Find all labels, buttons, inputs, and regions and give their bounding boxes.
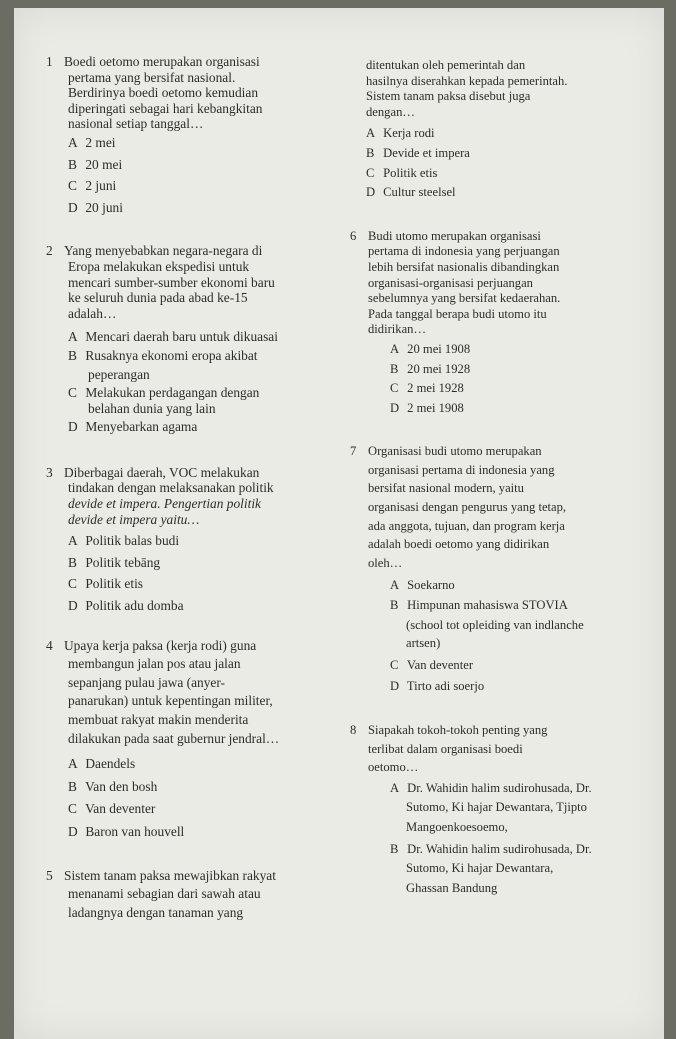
option-c: C 2 juni: [68, 178, 117, 194]
question-number: 7: [350, 444, 357, 459]
option-a: A Politik balas budi: [68, 533, 180, 549]
question-6: 6 Budi utomo merupakan organisasi pertama di indonesia yang perjuangan lebih bersifat nasionalis dibandingkan organisasi-organisasi perjuangan sebelumnya yang bersifat kedaerahan. Pada tanggal berapa budi utomo itu didirikan… A 20 mei 1908 B 20 mei 1928 C 2 mei 1928 D 2 mei 1908: [350, 229, 658, 417]
option-b: B Politik tebāng: [68, 554, 161, 570]
option-d: D Cultur steelsel: [366, 185, 456, 200]
option-d: D 20 juni: [68, 199, 123, 215]
option-a: A Mencari daerah baru untuk dikuasai: [68, 329, 278, 345]
option-b: B Devide et impera: [366, 145, 470, 160]
exam-page: [14, 8, 664, 1039]
option-a: A Soekarno: [390, 578, 455, 593]
option-a: A Kerja rodi: [366, 126, 435, 141]
option-c: C Van deventer: [68, 801, 156, 817]
question-number: 4: [46, 637, 53, 653]
option-d: D Tirto adi soerjo: [390, 679, 485, 694]
option-b: B Rusaknya ekonomi eropa akibat: [68, 347, 258, 363]
question-number: 1: [46, 54, 53, 69]
right-column: [350, 58, 658, 896]
question-1: 1 Boedi oetomo merupakan organisasi pertama yang bersifat nasional. Berdirinya boedi oetomo kemudian diperingati sebagai hari kebangkitan nasional setiap tanggal… A 2 mei B 20 mei C 2 juni D 20 juni: [46, 54, 346, 215]
option-c: C Melakukan perdagangan dengan: [68, 385, 260, 401]
option-c: C Politik etis: [68, 576, 144, 592]
question-7: 7 Organisasi budi utomo merupakan organisasi pertama di indonesia yang bersifat nasional modern, yaitu organisasi dengan pengurus yang tetap, ada anggota, tujuan, dan program kerja adalah boedi oetomo yang didirikan oleh… A Soekarno B Himpunan mahasiswa STOVIA (school tot opleiding van indlanche artsen) C Van deventer D Tirto adi soerjo: [350, 444, 658, 695]
option-d: D Baron van houvell: [68, 823, 185, 839]
question-4: 4 Upaya kerja paksa (kerja rodi) guna membangun jalan pos atau jalan sepanjang pulau jawa (anyer- panarukan) untuk kepentingan militer, membuat rakyat makin menderita dilakukan pada saat gubernur jendral… A Daendels B Van den bosh C Van deventer D Baron van houvell: [46, 638, 346, 840]
option-b: B Dr. Wahidin halim sudirohusada, Dr.: [390, 841, 592, 856]
option-d: D 2 mei 1908: [390, 400, 464, 415]
option-b: B Himpunan mahasiswa STOVIA: [390, 598, 568, 613]
option-a: A 2 mei: [68, 134, 116, 150]
option-d: D Politik adu domba: [68, 598, 184, 614]
option-a: A Daendels: [68, 756, 136, 772]
option-b: B 20 mei 1928: [390, 361, 471, 376]
question-number: 8: [350, 723, 357, 737]
question-8: 8 Siapakah tokoh-tokoh penting yang terlibat dalam organisasi boedi oetomo… A Dr. Wahidin halim sudirohusada, Dr. Sutomo, Ki hajar Dewantara, Tjipto Mangoenkoesoemo, B Dr. Wahidin halim sudirohusada, Dr. Sutomo, Ki hajar Dewantara, Ghassan Bandung: [350, 723, 658, 896]
question-number: 6: [350, 228, 357, 243]
left-column: [46, 54, 346, 920]
option-b: B 20 mei: [68, 156, 123, 172]
option-b: B Van den bosh: [68, 778, 158, 794]
option-a: A 20 mei 1908: [390, 341, 471, 356]
option-c: C Politik etis: [366, 165, 438, 180]
question-number: 2: [46, 243, 53, 259]
option-d: D Menyebarkan agama: [68, 419, 198, 435]
question-2: 2 Yang menyebabkan negara-negara di Eropa melakukan ekspedisi untuk mencari sumber-sumber ekonomi baru ke seluruh dunia pada abad ke-15 adalah… A Mencari daerah baru untuk dikuasai B Rusaknya ekonomi eropa akibat peperangan C Melakukan perdagangan dengan belahan dunia yang lain D Menyebarkan agama: [46, 243, 346, 435]
question-number: 3: [46, 464, 53, 480]
question-3: 3 Diberbagai daerah, VOC melakukan tindakan dengan melaksanakan politik devide et impera. Pengertian politik devide et impera yaitu… A Politik balas budi B Politik tebāng C Politik etis D Politik adu domba: [46, 465, 346, 614]
question-number: 5: [46, 867, 53, 883]
question-5: 5 Sistem tanam paksa mewajibkan rakyat menanami sebagian dari sawah atau ladangnya dengan tanaman yang: [46, 867, 276, 920]
option-a: A Dr. Wahidin halim sudirohusada, Dr.: [390, 780, 592, 795]
option-c: C 2 mei 1928: [390, 381, 464, 396]
question-5-continued: ditentukan oleh pemerintah dan hasilnya diserahkan kepada pemerintah. Sistem tanam paksa disebut juga dengan… A Kerja rodi B Devide et impera C Politik etis D Cultur steelsel: [366, 58, 658, 201]
option-c: C Van deventer: [390, 657, 474, 672]
